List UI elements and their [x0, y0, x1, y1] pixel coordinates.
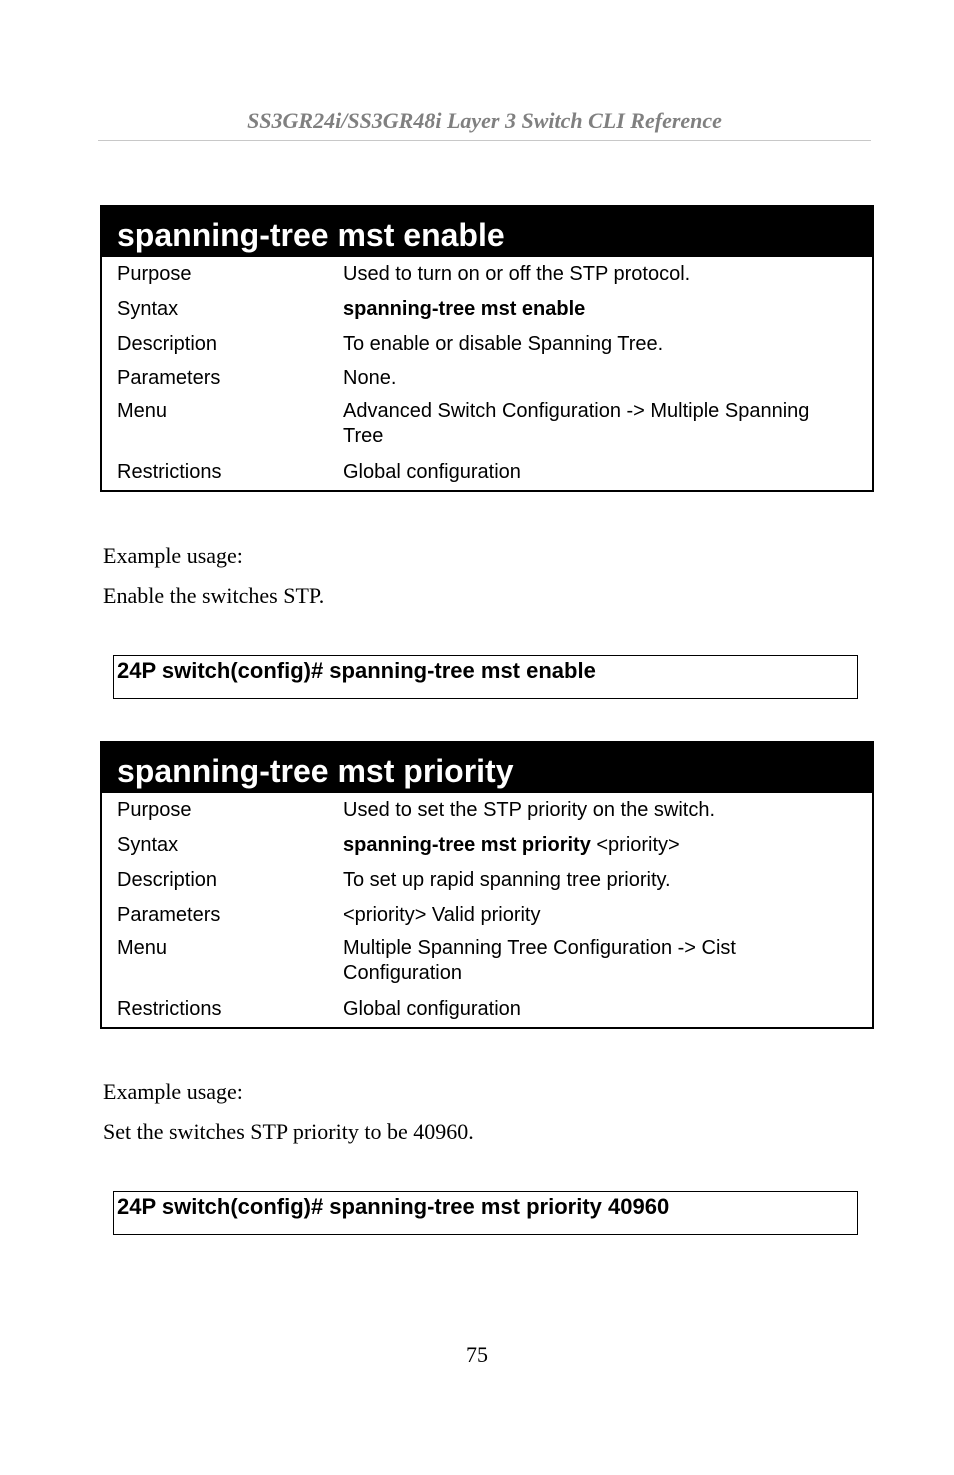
row-syntax	[102, 828, 872, 863]
row-purpose	[102, 257, 872, 292]
row-value: Used to set the STP priority on the switch.	[343, 799, 716, 821]
code-example: 24P switch(config)# spanning-tree mst priority 40960	[113, 1191, 858, 1235]
example-text: Set the switches STP priority to be 40960.	[103, 1119, 474, 1144]
syntax-command: spanning-tree mst enable	[343, 298, 586, 320]
row-label: Description	[117, 869, 218, 891]
command-title: spanning-tree mst enable	[102, 207, 872, 257]
row-menu	[102, 395, 872, 455]
row-value	[343, 833, 872, 858]
example-label: Example usage:	[103, 543, 243, 568]
row-restrictions	[102, 455, 872, 490]
row-value: To enable or disable Spanning Tree.	[343, 332, 664, 355]
code-example: 24P switch(config)# spanning-tree mst enable	[113, 655, 858, 699]
syntax-args: <priority>	[590, 834, 680, 856]
row-label: Purpose	[117, 799, 192, 821]
row-label: Menu	[117, 400, 168, 422]
row-label: Restrictions	[117, 998, 222, 1020]
example-label: Example usage:	[103, 1079, 243, 1104]
row-value: Advanced Switch Configuration -> Multiple Spanning Tree	[343, 400, 810, 447]
row-label: Syntax	[117, 298, 179, 320]
header-rule	[98, 140, 871, 141]
row-label: Purpose	[117, 263, 192, 285]
row-description	[102, 327, 872, 361]
example-text: Enable the switches STP.	[103, 583, 325, 608]
row-value	[343, 297, 872, 322]
command-title: spanning-tree mst priority	[102, 743, 872, 793]
row-label: Menu	[117, 937, 168, 959]
running-header: SS3GR24i/SS3GR48i Layer 3 Switch CLI Reference	[247, 108, 722, 133]
row-restrictions	[102, 992, 872, 1027]
row-purpose	[102, 793, 872, 828]
row-label: Parameters	[117, 903, 221, 926]
row-parameters	[102, 361, 872, 395]
page-number: 75	[466, 1342, 488, 1367]
command-table-mst-enable	[100, 205, 874, 492]
row-description	[102, 863, 872, 898]
row-label: Description	[117, 332, 218, 355]
command-table-mst-priority	[100, 741, 874, 1029]
row-value: Global configuration	[343, 998, 521, 1020]
row-value: To set up rapid spanning tree priority.	[343, 869, 671, 891]
row-value: Global configuration	[343, 461, 521, 483]
row-syntax	[102, 292, 872, 327]
row-label: Restrictions	[117, 461, 222, 483]
row-value: None.	[343, 366, 397, 389]
row-value: <priority> Valid priority	[343, 903, 541, 926]
row-label: Syntax	[117, 834, 179, 856]
row-value: Used to turn on or off the STP protocol.	[343, 263, 691, 285]
row-parameters	[102, 898, 872, 932]
row-value: Multiple Spanning Tree Configuration -> Cist Configuration	[343, 937, 736, 984]
syntax-command: spanning-tree mst priority	[343, 834, 591, 856]
row-label: Parameters	[117, 366, 221, 389]
row-menu	[102, 932, 872, 992]
